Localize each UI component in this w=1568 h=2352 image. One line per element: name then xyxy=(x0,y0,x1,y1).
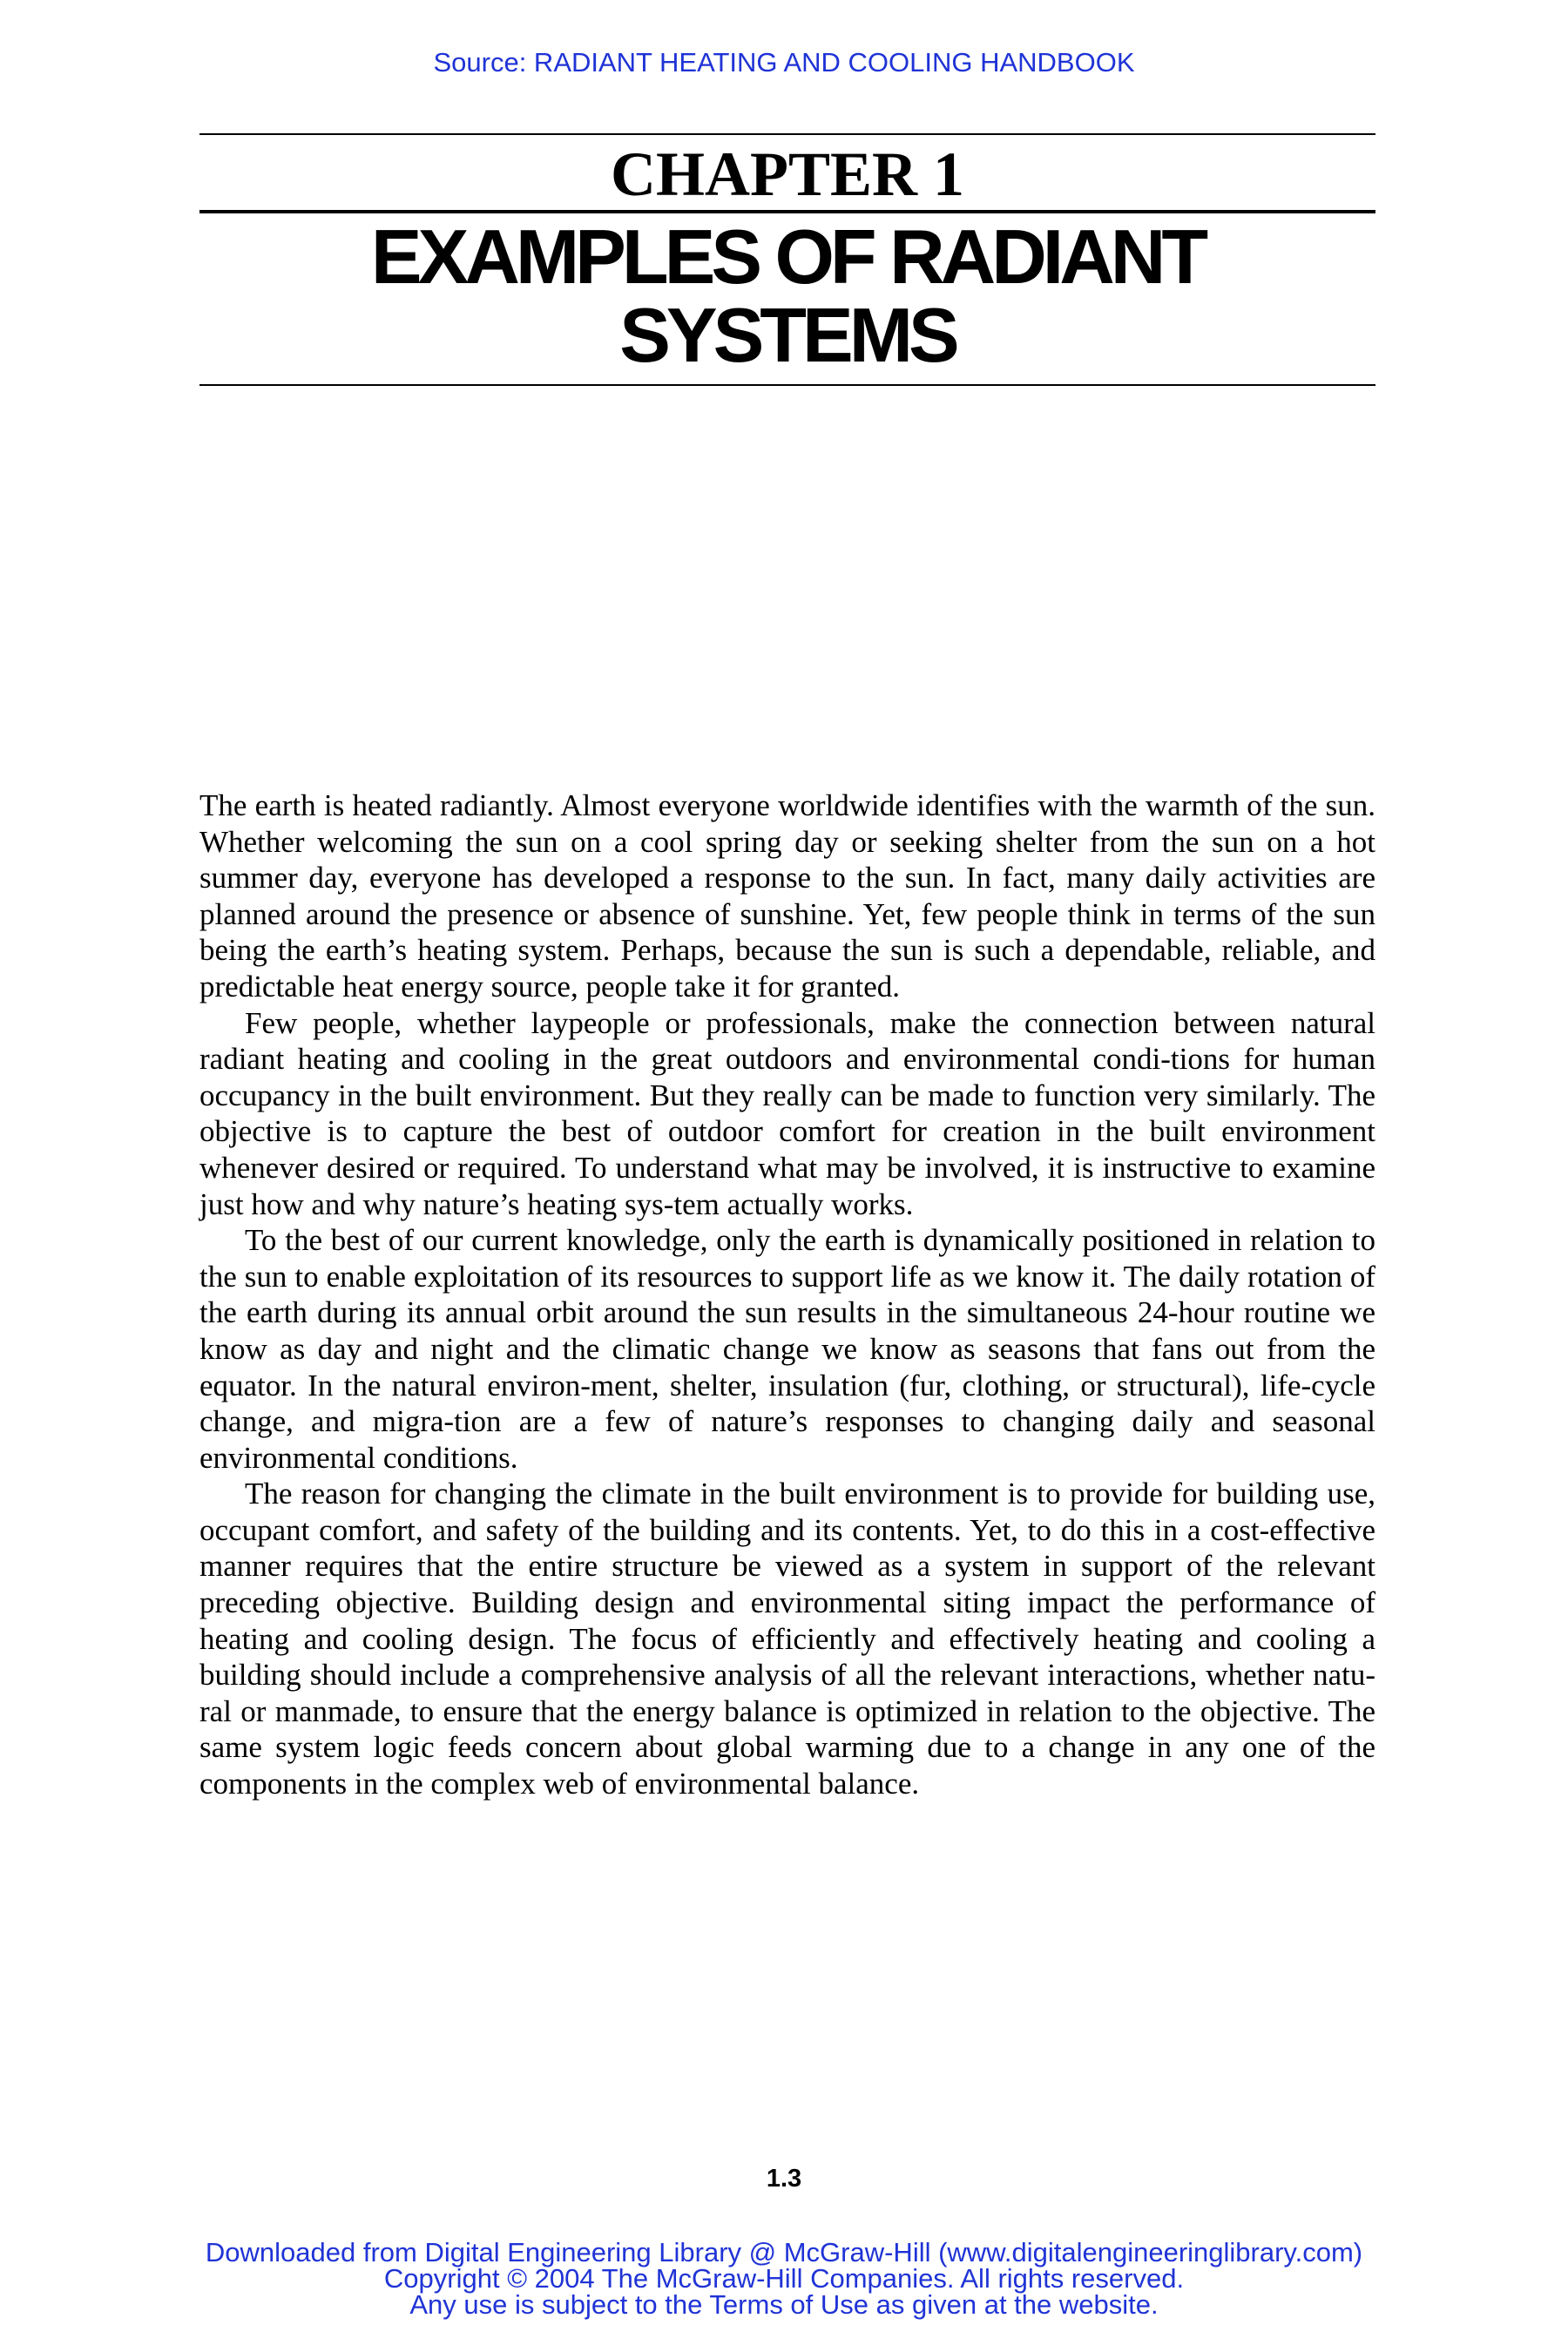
paragraph: Few people, whether laypeople or professionals, make the connection between natural radiant heating and cooling in the great outdoors and environmental condi-tions for human occupancy in the built environment. But they really can be made to function very similarly. The objective is to capture the best of outdoor comfort for creation in the built environment whenever desired or required. To understand what may be involved, it is instructive to examine just how and why nature’s heating sys-tem actually works. xyxy=(199,1005,1375,1221)
footer-download-link[interactable]: Downloaded from Digital Engineering Library @ McGraw-Hill (www.digitalengineeringlibrary.com) xyxy=(205,2237,1363,2268)
chapter-title-line: EXAMPLES OF RADIANT xyxy=(370,213,1205,300)
page-number: 1.3 xyxy=(766,2165,802,2193)
source-header[interactable]: Source: RADIANT HEATING AND COOLING HANDBOOK xyxy=(433,47,1135,78)
chapter-title xyxy=(199,213,1375,378)
footer-copyright[interactable]: Copyright © 2004 The McGraw-Hill Companies. All rights reserved. xyxy=(383,2263,1185,2294)
bottom-divider xyxy=(199,384,1375,386)
paragraph: To the best of our current knowledge, only the earth is dynamically positioned in relation to the sun to enable exploitation of its resources to support life as we know it. The daily rotation of the earth during its annual orbit around the sun results in the simultaneous 24-hour routine we know as day and night and the climatic change we know as seasons that fans out from the equator. In the natural environ-ment, shelter, insulation (fur, clothing, or structural), life-cycle change, and migra-tion are a few of nature’s responses to changing daily and seasonal environmental conditions. xyxy=(199,1223,1375,1475)
footer-terms-link[interactable]: Any use is subject to the Terms of Use as given at the website. xyxy=(409,2289,1159,2320)
chapter-label: CHAPTER 1 xyxy=(610,139,965,209)
body-text xyxy=(199,787,1375,1802)
chapter-title-line: SYSTEMS xyxy=(619,292,956,378)
paragraph: The reason for changing the climate in the built environment is to provide for building use, occupant comfort, and safety of the building and its contents. Yet, to do this in a cost-effective manner requires that the entire structure be viewed as a system in support of the relevant preceding objective. Building design and environmental siting impact the performance of heating and cooling design. The focus of efficiently and effectively heating and cooling a building should include a comprehensive analysis of all the relevant interactions, whether natu-ral or manmade, to ensure that the energy balance is optimized in relation to the objective. The same system logic feeds concern about global warming due to a change in any one of the components in the complex web of environmental balance. xyxy=(199,1477,1375,1801)
top-divider xyxy=(199,133,1375,135)
footer[interactable] xyxy=(0,2237,1568,2320)
paragraph: The earth is heated radiantly. Almost everyone worldwide identifies with the warmth of the sun. Whether welcoming the sun on a cool spring day or seeking shelter from the sun on a hot summer day, everyone has developed a response to the sun. In fact, many daily activities are planned around the presence or absence of sunshine. Yet, few people think in terms of the sun being the earth’s heating system. Perhaps, because the sun is such a dependable, reliable, and predictable heat energy source, people take it for granted. xyxy=(199,788,1375,1004)
